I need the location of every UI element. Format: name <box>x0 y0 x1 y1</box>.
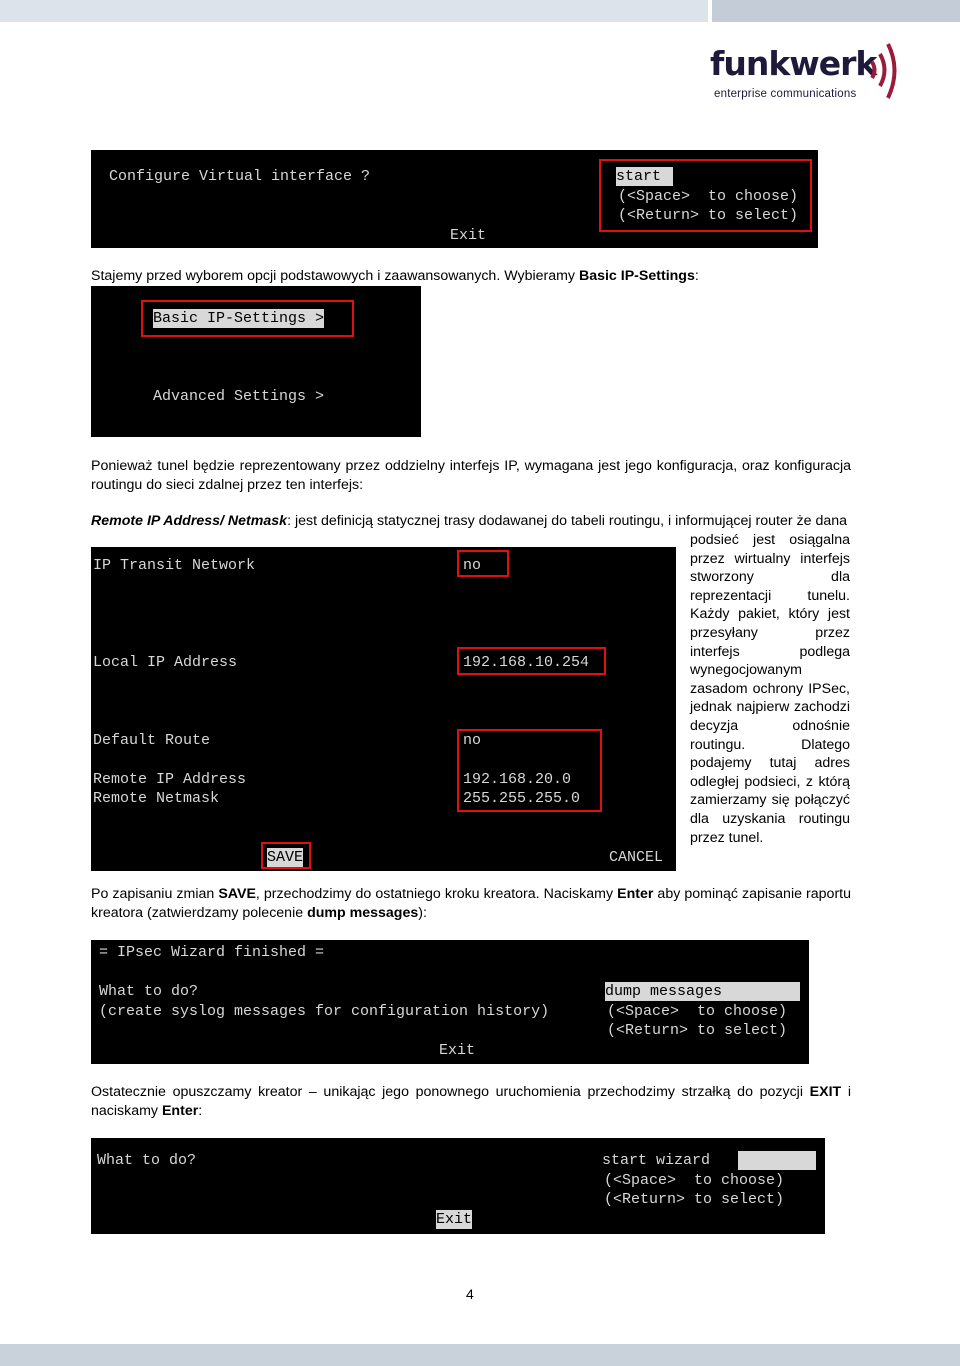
what-to-do-question: What to do? <box>97 1152 197 1169</box>
remote-netmask-label: Remote Netmask <box>93 790 220 807</box>
hint-space: (<Space> to choose) <box>607 1003 788 1020</box>
hint-space: (<Space> to choose) <box>618 188 799 205</box>
terminal-settings-menu <box>91 286 421 437</box>
hint-space: (<Space> to choose) <box>604 1172 785 1189</box>
wizard-finished-title: = IPsec Wizard finished = <box>99 944 325 961</box>
paragraph-remote-address: Remote IP Address/ Netmask: jest definicją statycznej trasy dodawanej do tabeli routingu, i informującej router że dana <box>91 513 848 529</box>
remote-netmask-value[interactable]: 255.255.255.0 <box>463 790 581 807</box>
cancel-button[interactable]: CANCEL <box>609 849 664 866</box>
advanced-settings-option[interactable]: Advanced Settings > <box>153 388 325 405</box>
terminal-wizard-finished <box>91 940 809 1064</box>
footer-bar <box>0 1344 960 1366</box>
start-option[interactable]: start <box>616 167 673 186</box>
local-ip-address-label: Local IP Address <box>93 654 238 671</box>
highlight-box <box>599 159 812 232</box>
paragraph-tunnel-interface: Ponieważ tunel będzie reprezentowany przez oddzielny interfejs IP, wymagana jest jego konfiguracja, oraz konfiguracja routingu do sieci zdalnej przez ten interfejs: <box>91 458 851 493</box>
exit-option[interactable]: Exit <box>436 1211 473 1228</box>
logo-tagline: enterprise communications <box>714 88 857 100</box>
default-route-label: Default Route <box>93 732 211 749</box>
hint-return: (<Return> to select) <box>618 207 799 224</box>
funkwerk-logo <box>710 40 910 106</box>
header-bar-right <box>712 0 960 22</box>
page-number: 4 <box>466 1286 474 1302</box>
hint-return: (<Return> to select) <box>607 1022 788 1039</box>
default-route-value[interactable]: no <box>463 732 482 749</box>
syslog-description: (create syslog messages for configuration history) <box>99 1003 550 1020</box>
highlight-box <box>457 550 509 577</box>
highlight-box <box>457 729 602 812</box>
paragraph-basic-settings: Stajemy przed wyborem opcji podstawowych i zaawansowanych. Wybieramy Basic IP-Settings: <box>91 268 699 284</box>
terminal-configure-virtual-interface <box>91 150 818 248</box>
paragraph-exit-wizard: Ostatecznie opuszczamy kreator – unikając jego ponownego uruchomienia przechodzimy strzałką do pozycji EXIT i naciskamy Enter: <box>91 1084 852 1119</box>
exit-option[interactable]: Exit <box>450 227 487 244</box>
start-wizard-option[interactable]: start wizard <box>602 1152 711 1169</box>
ip-transit-network-label: IP Transit Network <box>93 557 256 574</box>
remote-ip-address-value[interactable]: 192.168.20.0 <box>463 771 572 788</box>
header-bar-left <box>0 0 708 22</box>
highlight-box <box>457 647 606 675</box>
paragraph-remote-address-continued: podsieć jest osiągalna przez wirtualny interfejs stworzony dla reprezentacji tunelu. Każdy pakiet, który jest przesyłany przez interfejs podlega wynegocjowanym zasadom ochrony IPSec, jednak najpierw zachodzi decyzja odnośnie routingu. Dlatego podajemy tutaj adres odległej podsieci, z którą zamierzamy się połączyć dla uzyskania routingu przez tunel. <box>690 532 850 846</box>
logo-brand: funkwerk <box>710 44 877 83</box>
configure-question: Configure Virtual interface ? <box>109 168 371 185</box>
exit-option[interactable]: Exit <box>439 1042 476 1059</box>
terminal-basic-ip-settings <box>91 547 676 871</box>
save-button[interactable]: SAVE <box>267 849 304 866</box>
hint-return: (<Return> to select) <box>604 1191 785 1208</box>
local-ip-address-value[interactable]: 192.168.10.254 <box>463 654 590 671</box>
remote-ip-address-label: Remote IP Address <box>93 771 247 788</box>
logo-waves-icon <box>868 40 900 102</box>
ip-transit-network-value[interactable]: no <box>463 557 482 574</box>
terminal-what-to-do <box>91 1138 825 1234</box>
highlight-box <box>261 842 311 869</box>
dump-messages-option[interactable]: dump messages <box>605 982 800 1001</box>
what-to-do-question: What to do? <box>99 983 199 1000</box>
selection-bar <box>738 1151 816 1170</box>
basic-ip-settings-option[interactable]: Basic IP-Settings > <box>153 310 325 327</box>
paragraph-save-changes: Po zapisaniu zmian SAVE, przechodzimy do ostatniego kroku kreatora. Naciskamy Enter aby pominąć zapisanie raportu kreatora (zatwierdzamy polecenie dump messages): <box>91 886 852 921</box>
highlight-box <box>141 300 354 337</box>
